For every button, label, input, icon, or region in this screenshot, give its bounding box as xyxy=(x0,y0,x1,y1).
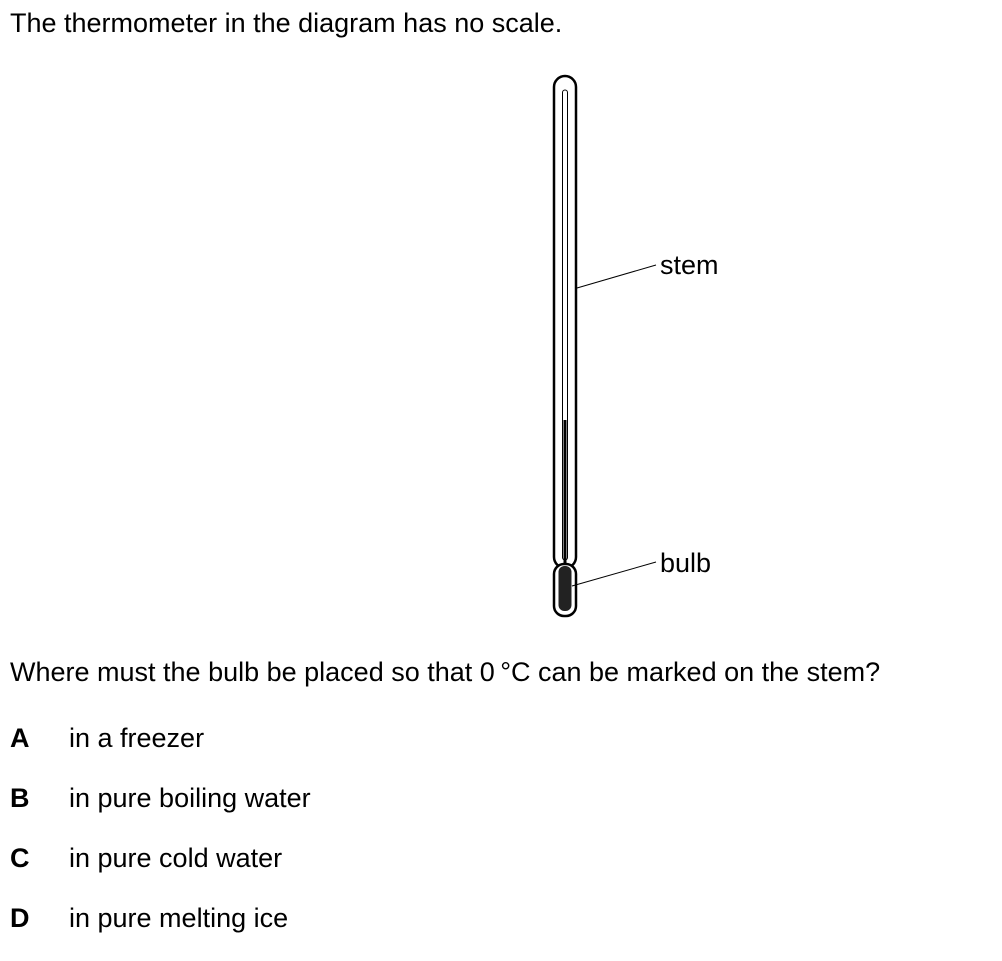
question-prompt: Where must the bulb be placed so that 0 °C can be marked on the stem? xyxy=(10,657,881,687)
option-letter: C xyxy=(10,843,30,873)
option-letter: A xyxy=(10,723,30,753)
option-letter: D xyxy=(10,903,30,933)
bulb-liquid xyxy=(559,566,572,611)
option-c[interactable] xyxy=(10,841,311,901)
option-d[interactable] xyxy=(10,901,311,961)
option-b[interactable] xyxy=(10,781,311,841)
option-text: in pure cold water xyxy=(69,843,283,873)
bulb-label: bulb xyxy=(660,548,712,578)
stem-label: stem xyxy=(660,250,719,280)
bulb-leader-line xyxy=(572,562,656,586)
option-text: in pure boiling water xyxy=(69,783,311,813)
stem-leader-line xyxy=(577,265,656,288)
liquid-column xyxy=(564,420,567,565)
option-text: in a freezer xyxy=(69,723,205,753)
option-letter: B xyxy=(10,783,30,813)
question-intro: The thermometer in the diagram has no scale. xyxy=(10,8,563,38)
answer-options xyxy=(10,721,311,961)
option-text: in pure melting ice xyxy=(69,903,289,933)
option-a[interactable] xyxy=(10,721,311,781)
